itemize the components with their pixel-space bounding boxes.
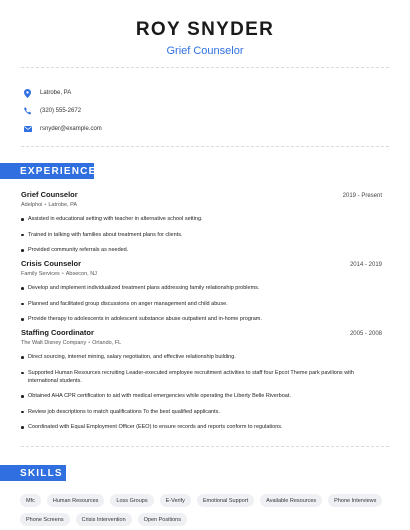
bullet-item: Trained in talking with families about treatment plans for clients. xyxy=(21,231,382,239)
divider xyxy=(21,146,389,147)
bullet-item: Planned and facilitated group discussions on anger management and child abuse. xyxy=(21,300,382,308)
job-bullets xyxy=(21,215,382,254)
envelope-icon xyxy=(23,125,32,134)
bullet-item: Supported Human Resources recruiting Leader-executed employee recruitment activities to staff four Epcot Theme park pavilions with international students. xyxy=(21,369,382,385)
skill-chip: Mfc xyxy=(20,494,41,507)
skill-chip: Phone Screens xyxy=(20,513,70,526)
company-location: Orlando, FL xyxy=(92,340,122,346)
skill-chip: Human Resources xyxy=(47,494,105,507)
bullet-item: Develop and implement individualized treatment plans addressing family relationship problems. xyxy=(21,284,382,292)
job-bullets xyxy=(21,353,382,431)
skill-chip: Phone Interviews xyxy=(328,494,382,507)
phone-icon xyxy=(23,107,32,116)
skill-chip: E-Verify xyxy=(160,494,191,507)
skill-chip: Crisis Intervention xyxy=(76,513,132,526)
skill-chip: Emotional Support xyxy=(197,494,254,507)
company-name: The Walt Disney Company xyxy=(21,340,87,346)
company-name: Family Services xyxy=(21,271,60,277)
skills-heading: SKILLS xyxy=(0,465,66,481)
job-bullets xyxy=(21,284,382,323)
job-title: Crisis Counselor xyxy=(21,259,82,268)
job-company: The Walt Disney Company • Orlando, FL xyxy=(21,340,122,346)
divider xyxy=(21,446,389,447)
company-location: Latrobe, PA xyxy=(48,202,77,208)
email-link[interactable]: rsnyder@example.com xyxy=(40,126,102,132)
job-dates: 2019 - Present xyxy=(342,193,382,199)
bullet-item: Provide therapy to adolescents in adolescent substance abuse outpatient and in-home program. xyxy=(21,315,382,323)
bullet-item: Review job descriptions to match qualifications To the best qualified applicants. xyxy=(21,408,382,416)
map-pin-icon xyxy=(23,89,32,98)
bullet-item: Provided community referrals as needed. xyxy=(21,246,382,254)
bullet-item: Obtained AHA CPR certification to aid with medical emergencies while operating the Liberty Belle Riverboat. xyxy=(21,392,382,400)
bullet-item: Coordinated with Equal Employment Officer (EEO) to ensure records and reports conform to regulations. xyxy=(21,423,382,431)
job-title: Grief Counselor xyxy=(21,190,78,199)
job-company: Family Services • Absecon, NJ xyxy=(21,271,97,277)
phone-text: (320) 555-2672 xyxy=(40,108,82,114)
skill-chip: Open Positions xyxy=(138,513,187,526)
contact-location xyxy=(23,84,102,102)
bullet-item: Assisted in educational setting with teacher in alternative school setting. xyxy=(21,215,382,223)
experience-item xyxy=(21,328,382,439)
resume-header xyxy=(0,0,410,58)
job-title: Staffing Coordinator xyxy=(21,328,94,337)
skills-list xyxy=(20,494,392,526)
contact-info xyxy=(23,84,102,138)
job-dates: 2005 - 2008 xyxy=(349,331,382,337)
contact-email xyxy=(23,120,102,138)
bullet-item: Direct sourcing, internet mining, salary negotiation, and effective relationship building. xyxy=(21,353,382,361)
experience-item xyxy=(21,190,382,262)
divider xyxy=(21,67,389,68)
candidate-name: ROY SNYDER xyxy=(135,19,275,40)
skill-chip: Loss Groups xyxy=(110,494,153,507)
company-location: Absecon, NJ xyxy=(65,271,97,277)
job-dates: 2014 - 2019 xyxy=(349,262,382,268)
job-company: Adelphoi • Latrobe, PA xyxy=(21,202,77,208)
candidate-title: Grief Counselor xyxy=(166,45,244,57)
skill-chip: Available Resources xyxy=(260,494,322,507)
location-text: Latrobe, PA xyxy=(40,90,72,96)
company-name: Adelphoi xyxy=(21,202,43,208)
experience-heading: EXPERIENCE xyxy=(0,163,94,179)
experience-item xyxy=(21,259,382,331)
contact-phone xyxy=(23,102,102,120)
